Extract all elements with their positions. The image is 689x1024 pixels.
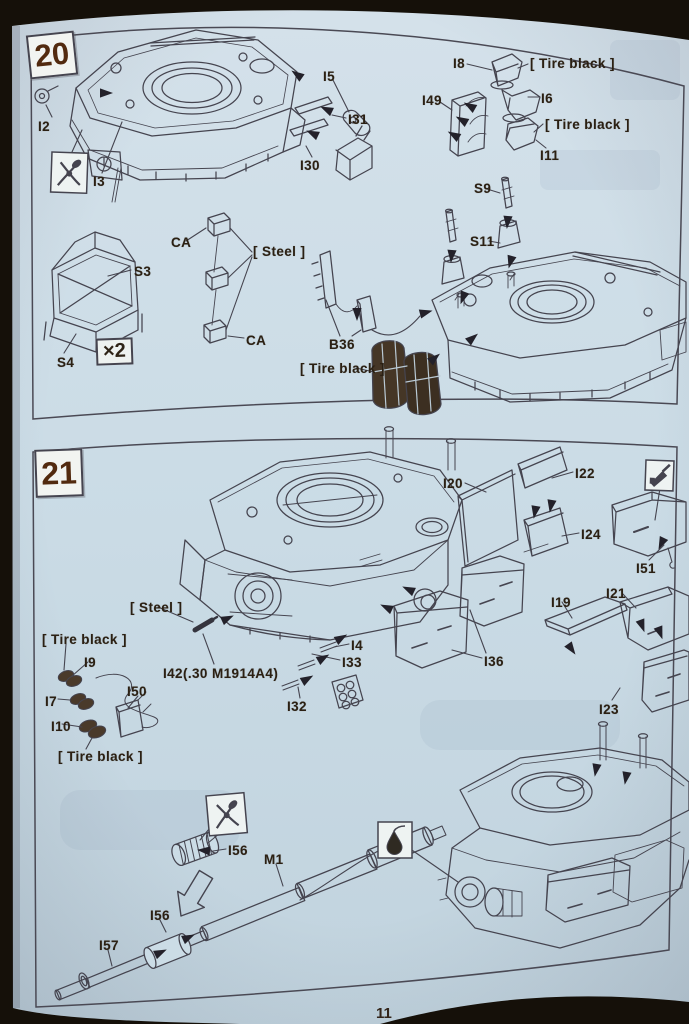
finish-note-tire-black: [ Tire black ] [545, 117, 630, 132]
part-label-i49: I49 [422, 93, 442, 108]
part-label-s4: S4 [57, 355, 75, 370]
step21-number-badge: 21 [34, 448, 84, 498]
part-label-i5: I5 [323, 69, 336, 84]
part-label-i42: I42(.30 M1914A4) [163, 666, 279, 681]
part-label-i20: I20 [443, 476, 463, 491]
part-label-i9: I9 [84, 655, 97, 670]
part-label-s9: S9 [474, 181, 492, 196]
part-label-i24: I24 [581, 527, 601, 542]
part-label-s3: S3 [134, 264, 152, 279]
part-label-ca-bottom: CA [246, 333, 267, 348]
part-label-i22: I22 [575, 466, 595, 481]
part-label-i21: I21 [606, 586, 626, 601]
finish-note-tire-black: [ Tire black ] [42, 632, 127, 647]
multiplier-x2-box: ×2 [96, 337, 134, 365]
part-label-i56-lower: I56 [150, 908, 170, 923]
step20-number-badge: 20 [26, 31, 78, 80]
part-label-i2: I2 [38, 119, 51, 134]
part-label-i23: I23 [599, 702, 619, 717]
part-label-i4: I4 [351, 638, 364, 653]
part-label-i57: I57 [99, 938, 119, 953]
part-label-i30: I30 [300, 158, 320, 173]
part-label-i36: I36 [484, 654, 504, 669]
part-label-m1: M1 [264, 852, 284, 867]
part-label-i56-upper: I56 [228, 843, 248, 858]
part-label-i32: I32 [287, 699, 307, 714]
part-label-i6: I6 [541, 91, 554, 106]
part-label-i3: I3 [93, 174, 106, 189]
glue-bottle-icon [378, 822, 412, 858]
part-label-s11: S11 [470, 234, 495, 249]
hobby-knife-icon [645, 460, 674, 491]
part-label-b36: B36 [329, 337, 355, 352]
page-number: 11 [376, 1005, 392, 1022]
part-label-i50: I50 [127, 684, 147, 699]
part-label-i7: I7 [45, 694, 58, 709]
part-label-i51: I51 [636, 561, 656, 576]
finish-note-steel: [ Steel ] [130, 600, 183, 615]
part-label-ca-top: CA [171, 235, 192, 250]
part-label-i11: I11 [540, 148, 560, 163]
part-label-i10: I10 [51, 719, 71, 734]
finish-note-steel: [ Steel ] [253, 244, 306, 259]
part-label-i19: I19 [551, 595, 571, 610]
side-cutter-icon [51, 152, 88, 193]
finish-note-tire-black: [ Tire black ] [58, 749, 143, 764]
side-cutter-icon [206, 793, 247, 836]
part-label-i8: I8 [453, 56, 466, 71]
part-label-i33: I33 [342, 655, 362, 670]
finish-note-tire-black: [ Tire black ] [300, 361, 385, 376]
part-label-i31: I31 [348, 112, 368, 127]
finish-note-tire-black: [ Tire black ] [530, 56, 615, 71]
